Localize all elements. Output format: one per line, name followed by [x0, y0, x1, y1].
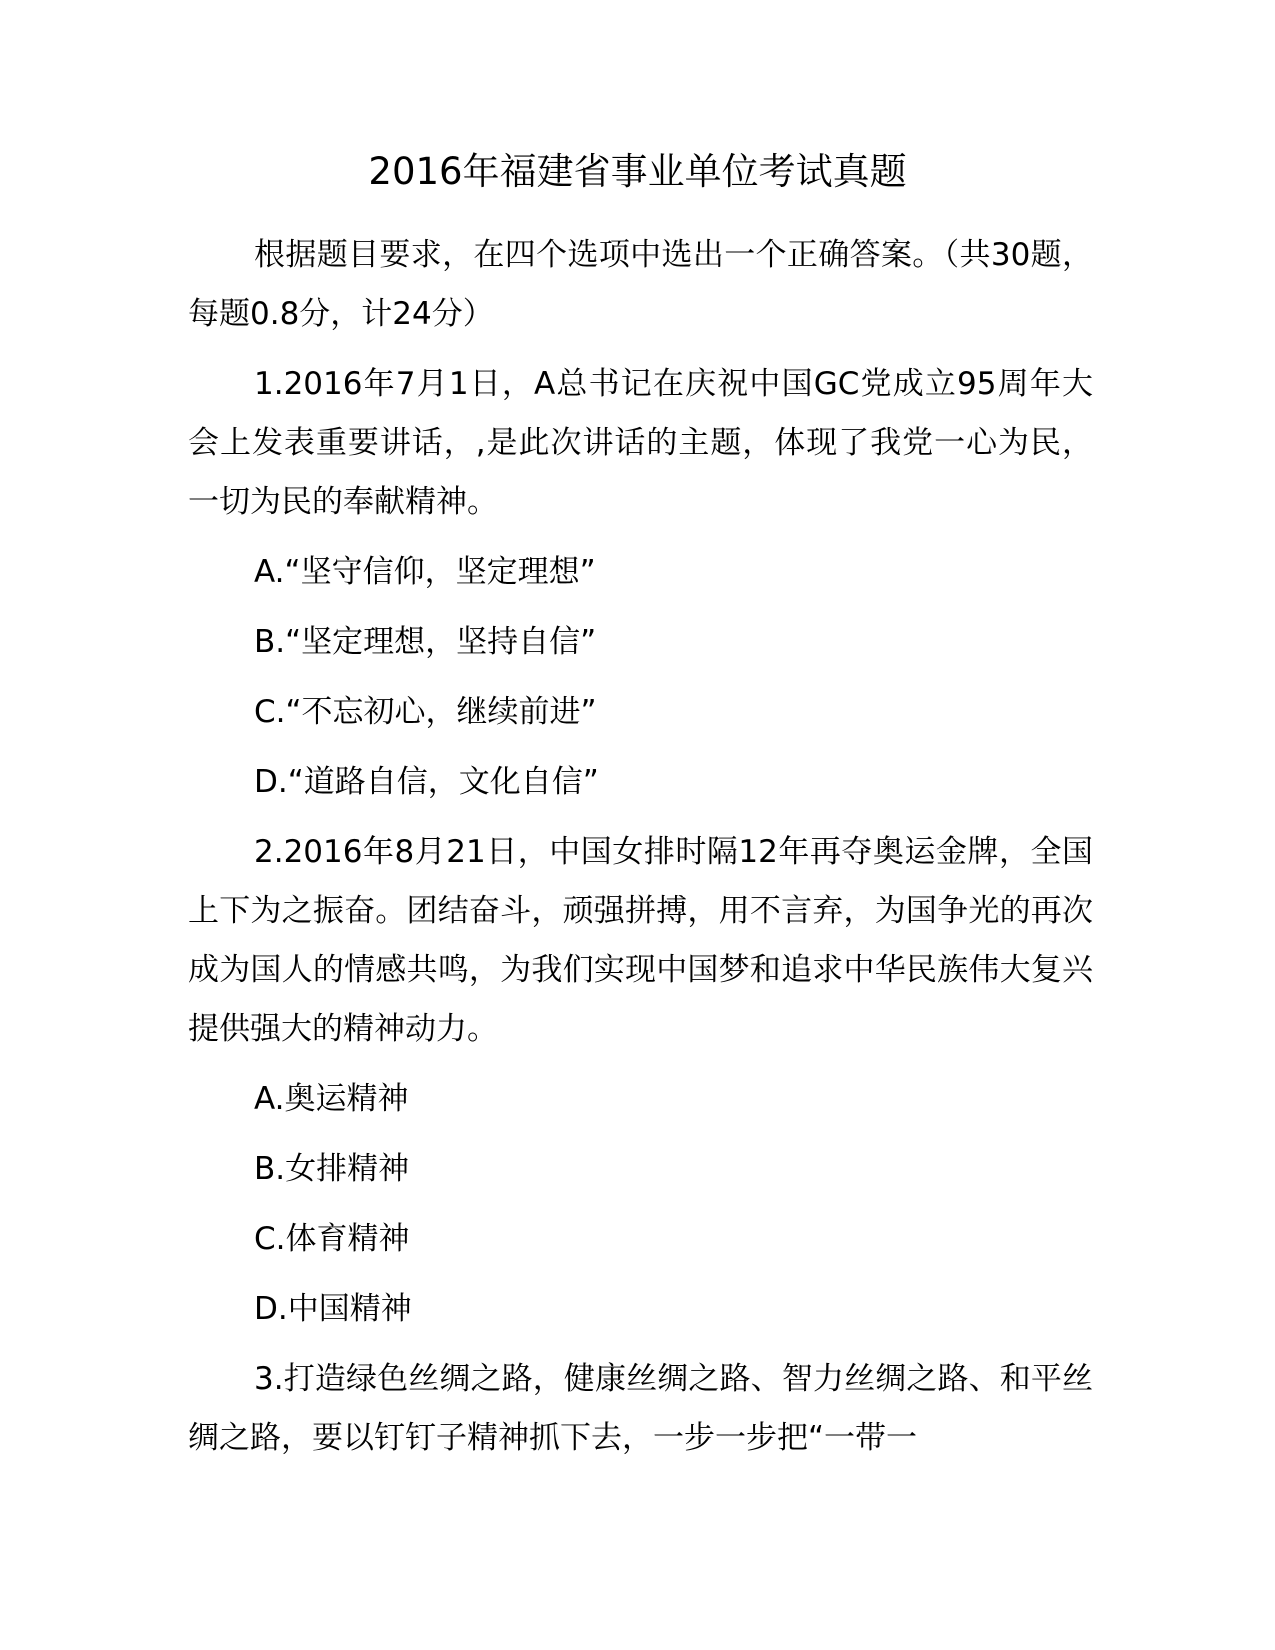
question-2	[188, 823, 1093, 1339]
question-3	[188, 1350, 1093, 1468]
question-stem: 3.打造绿色丝绸之路，健康丝绸之路、智力丝绸之路、和平丝绸之路，要以钉钉子精神抓下去，一步一步把“一带一	[188, 1361, 1093, 1456]
instructions-paragraph: 根据题目要求，在四个选项中选出一个正确答案。（共30题，每题0.8分，计24分）	[188, 237, 1093, 332]
option-d: D.“道路自信，文化自信”	[254, 764, 599, 800]
question-1	[188, 355, 1093, 812]
option-c: C.“不忘初心，继续前进”	[254, 694, 597, 730]
option-a: A.奥运精神	[254, 1081, 409, 1117]
question-stem: 2.2016年8月21日，中国女排时隔12年再夺奥运金牌，全国上下为之振奋。团结奋斗，顽强拼搏，用不言弃，为国争光的再次成为国人的情感共鸣，为我们实现中国梦和追求中华民族伟大复兴提供强大的精神动力。	[188, 834, 1093, 1047]
option-b: B.“坚定理想，坚持自信”	[254, 624, 597, 660]
option-c: C.体育精神	[254, 1221, 410, 1257]
document-body	[188, 226, 1093, 1479]
page-title: 2016年福建省事业单位考试真题	[368, 150, 907, 193]
option-b: B.女排精神	[254, 1151, 410, 1187]
question-stem: 1.2016年7月1日，A总书记在庆祝中国GC党成立95周年大会上发表重要讲话，,是此次讲话的主题，体现了我党一心为民，一切为民的奉献精神。	[188, 366, 1093, 520]
option-d: D.中国精神	[254, 1291, 412, 1327]
option-a: A.“坚守信仰，坚定理想”	[254, 554, 596, 590]
